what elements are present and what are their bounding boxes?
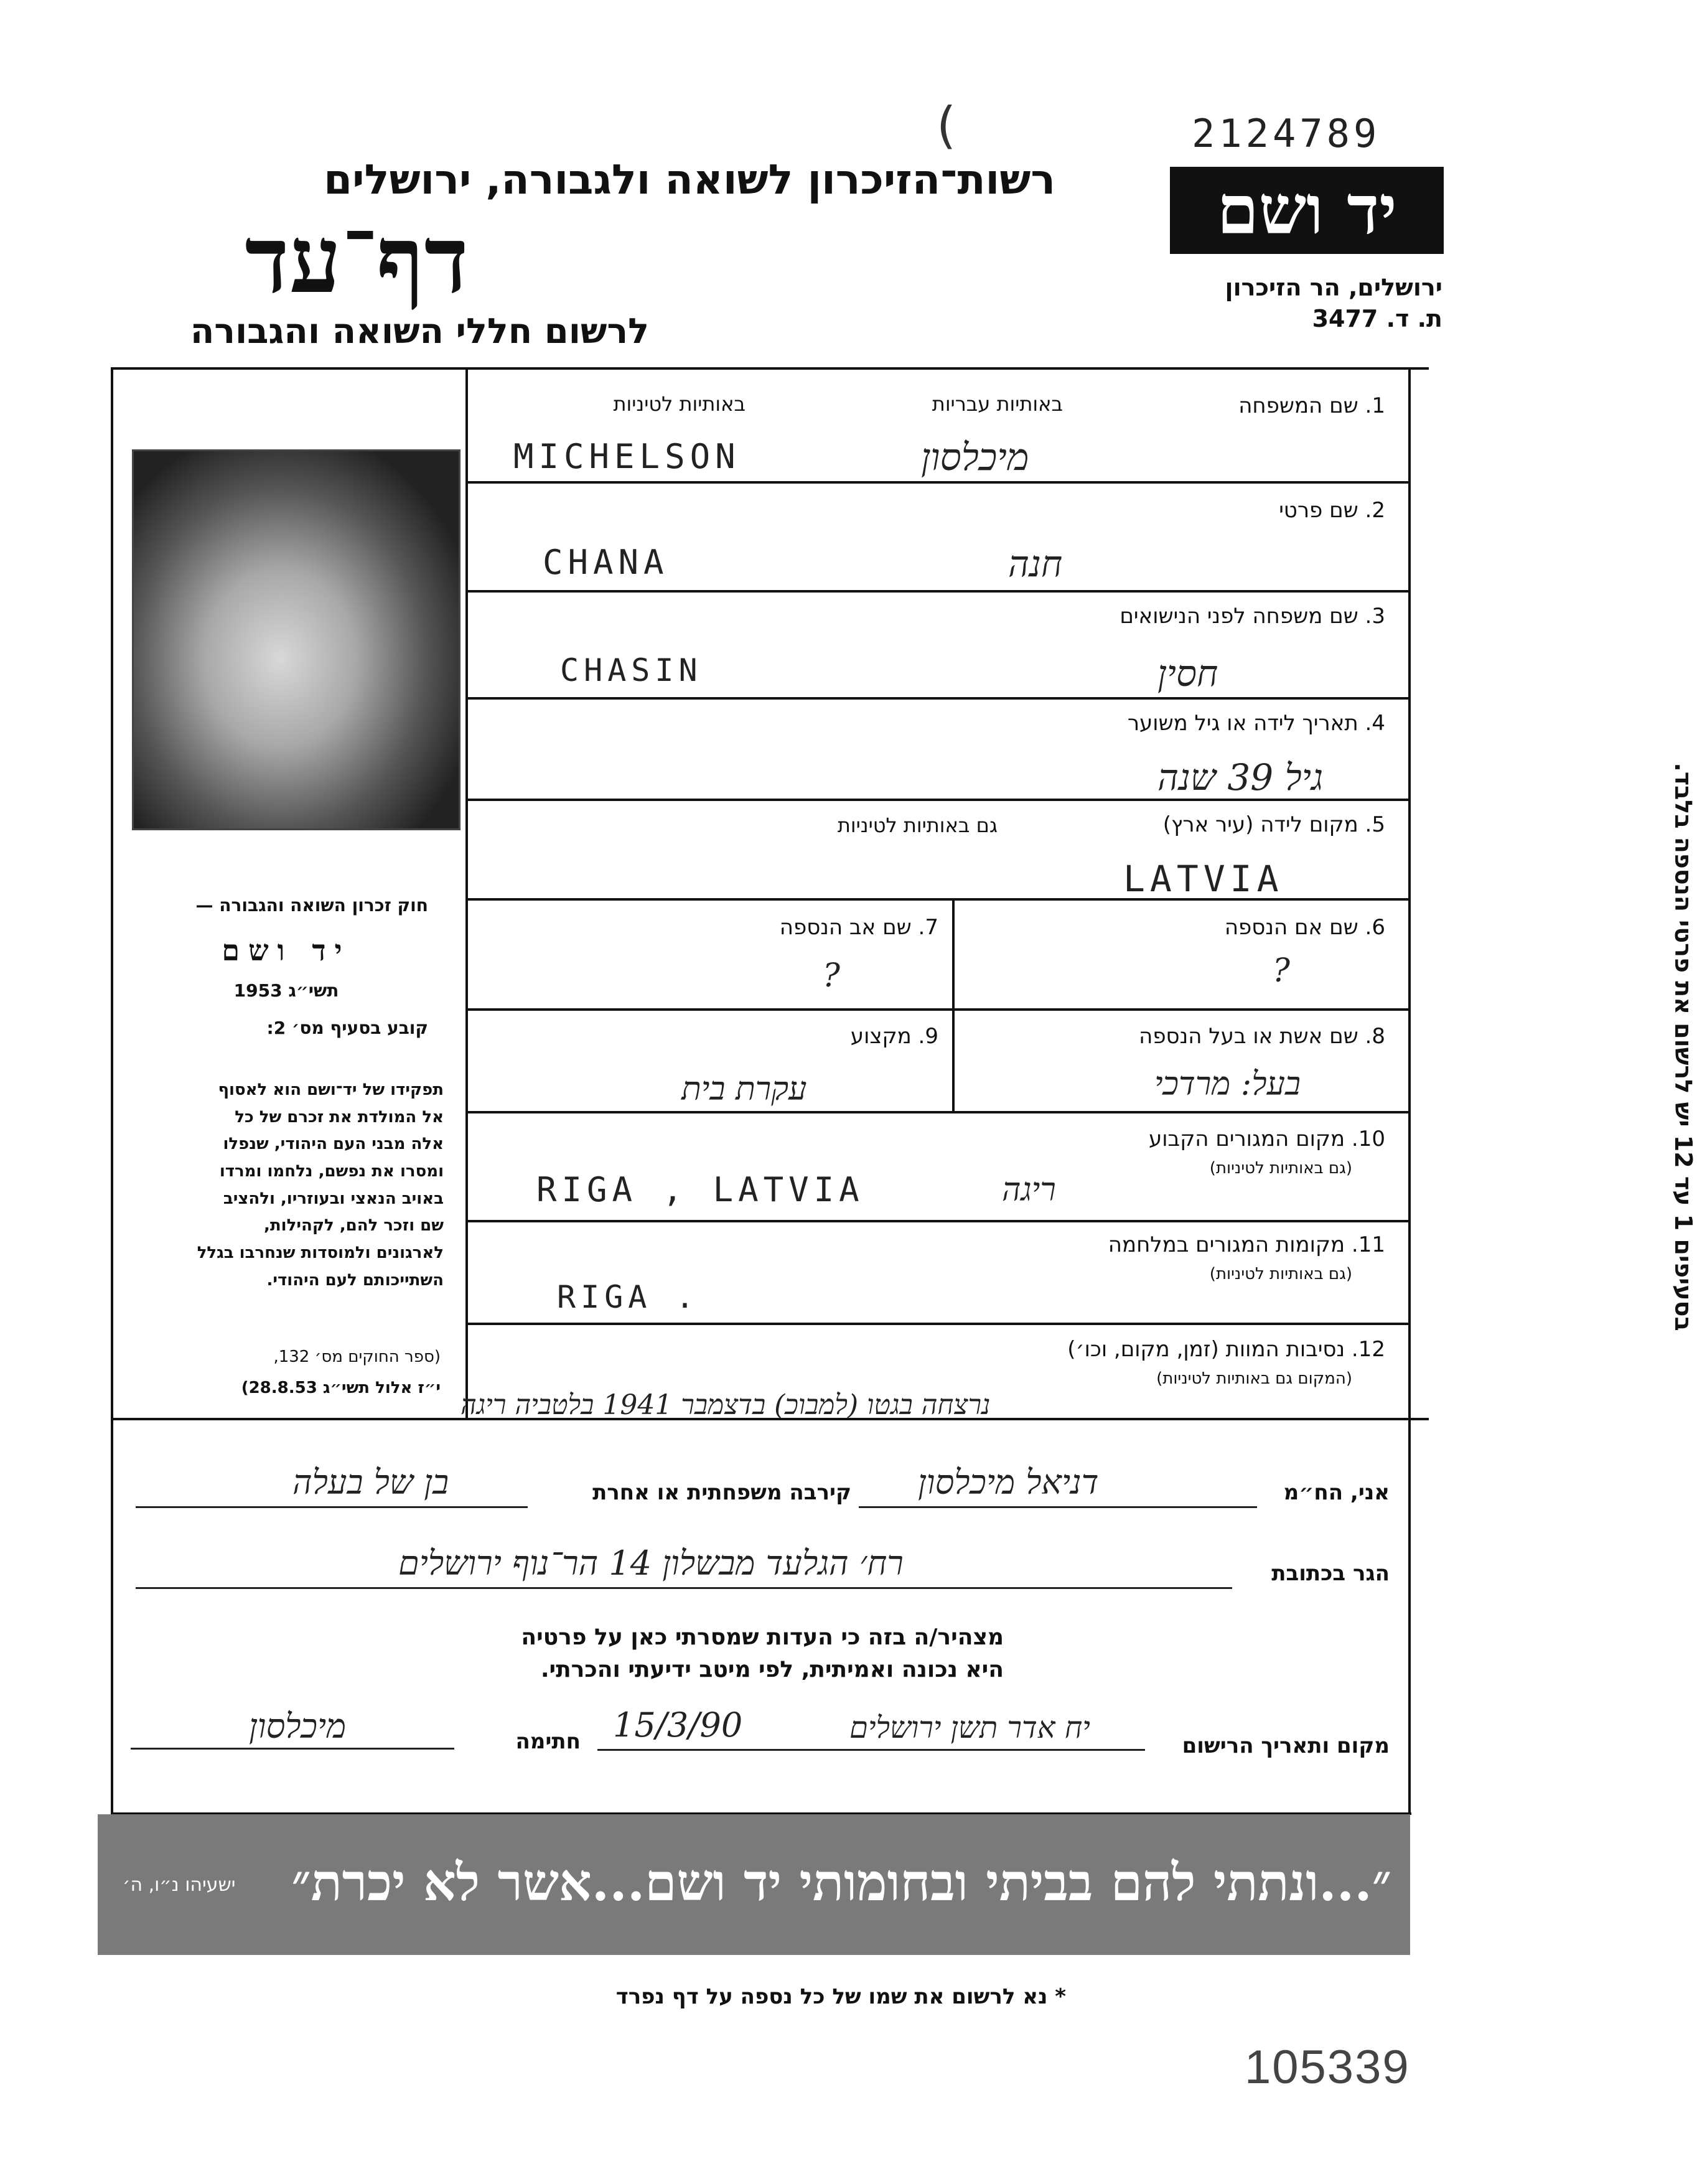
- field-12-value: נרצחה בגטו (למבוכ) בדצמבר 1941 בלטביה ריגה: [460, 1389, 991, 1421]
- row-divider: [465, 1323, 1409, 1325]
- row-divider: [465, 697, 1409, 700]
- form-left-panel-border: [465, 367, 468, 1419]
- field-2-latin-value: CHANA: [543, 543, 669, 582]
- row-divider: [465, 481, 1409, 484]
- latin-column-header: באותיות לטיניות: [613, 392, 746, 416]
- law-line: תפקידו של יד־ושם הוא לאסוף: [218, 1080, 444, 1099]
- law-line: שם וזכר להם, לקהילות,: [264, 1216, 444, 1235]
- address-label: הגר בכתובת: [1271, 1561, 1390, 1586]
- field-7-label: 7. שם אב הנספה: [779, 915, 938, 940]
- place-date-label: מקום ותאריך הרישום: [1182, 1733, 1390, 1758]
- row-divider: [465, 1111, 1409, 1113]
- field-12-label: 12. נסיבות המוות (זמן, מקום, וכו׳): [1067, 1337, 1385, 1362]
- field-8-value: בעל: מרדכי: [1154, 1066, 1301, 1103]
- quote-banner: [98, 1814, 1410, 1955]
- field-4-value: גיל 39 שנה: [1157, 756, 1324, 799]
- law-body: [129, 1077, 444, 1294]
- law-line: ומסרו את נפשם, נלחמו ומרדו: [219, 1162, 444, 1181]
- field-10-latin-value: RIGA , LATVIA: [536, 1170, 864, 1209]
- footnote: * נא לרשום את שמו של כל נספה על דף נפרד: [615, 1984, 1066, 2009]
- law-line: אלה מבני העם היהודי, שנפלו: [223, 1135, 444, 1154]
- field-2-hebrew-value: חנה: [1008, 543, 1063, 585]
- form-right-border: [1408, 367, 1411, 1814]
- banner-quote: ״...ונתתי להם בביתי ובחומותי יד ושם...אשר לא יכרת״: [291, 1853, 1391, 1913]
- logo-text: יד ושם: [1217, 171, 1397, 250]
- row-split-divider: [952, 898, 955, 1111]
- field-3-latin-value: CHASIN: [560, 652, 703, 688]
- law-heading: חוק זכרון השואה והגבורה —: [195, 895, 428, 916]
- authority-name: רשות־הזיכרון לשואה ולגבורה, ירושלים: [324, 156, 1055, 204]
- field-4-label: 4. תאריך לידה או גיל משוער: [1127, 711, 1385, 736]
- law-line: לארגונים ולמוסדות שנחרבו בגלל: [197, 1244, 444, 1263]
- law-line: השתייכותם לעם היהודי.: [266, 1270, 444, 1290]
- field-11-latin-value: RIGA .: [557, 1279, 699, 1315]
- hebrew-column-header: באותיות עבריות: [932, 392, 1063, 416]
- law-year: תשי״ג 1953: [233, 980, 339, 1001]
- field-6-value: ?: [1273, 952, 1290, 990]
- declarant-name: דניאל מיכלסון: [918, 1463, 1099, 1502]
- form-top-border: [111, 367, 1429, 370]
- signature-underline: [131, 1748, 454, 1750]
- field-11-label: 11. מקומות המגורים במלחמה: [1108, 1232, 1385, 1257]
- relation-value: בן של בעלה: [292, 1463, 449, 1502]
- law-book: (ספר החוקים מס׳ 132,: [273, 1347, 441, 1366]
- signature-label: חתימה: [515, 1729, 581, 1754]
- statement-line-1: מצהיר/ה בזה כי העדות שמסרתי כאן על פרטיה: [521, 1624, 1004, 1650]
- relation-label: קירבה משפחתית או אחרת: [592, 1480, 851, 1505]
- place-date-underline: [597, 1749, 1145, 1751]
- law-clause: קובע בסעיף מס׳ 2:: [266, 1018, 428, 1038]
- law-name: יד ושם: [222, 934, 351, 967]
- pencil-mark: (: [937, 96, 956, 154]
- row-divider: [465, 1008, 1409, 1011]
- field-3-label: 3. שם משפחה לפני הנישואים: [1120, 604, 1385, 629]
- field-5-value: LATVIA: [1123, 858, 1284, 900]
- logo-address: ירושלים, הר הזיכרון: [1225, 274, 1442, 301]
- law-line: באויב הנאצי ובעוזריו, ולהציב: [223, 1189, 444, 1208]
- field-7-value: ?: [823, 957, 840, 995]
- row-divider: [465, 799, 1409, 801]
- form-left-border: [111, 367, 113, 1814]
- address-value: רח׳ הגלעד מבשלון 14 הר־נוף ירושלים: [398, 1544, 904, 1583]
- yad-vashem-logo: [1170, 167, 1444, 254]
- field-10-label: 10. מקום המגורים הקבוע: [1148, 1127, 1385, 1151]
- field-1-label: 1. שם המשפחה: [1238, 393, 1385, 418]
- declarant-label: אני, הח״מ: [1283, 1480, 1390, 1505]
- place-value: יח אדר תשן ירושלים: [849, 1710, 1090, 1745]
- relation-underline: [136, 1506, 528, 1508]
- declarant-underline: [859, 1506, 1257, 1508]
- side-note: בסעיפים 1 עד 12 יש לרשום את פרטי הנספה בלבד.: [1670, 762, 1697, 1331]
- date-value: 15/3/90: [613, 1705, 743, 1745]
- row-divider: [465, 1220, 1409, 1222]
- field-8-label: 8. שם אשת או בעל הנספה: [1139, 1024, 1385, 1049]
- row-divider: [465, 590, 1409, 593]
- field-12-sublabel: (המקום גם באותיות לטיניות): [1156, 1369, 1352, 1388]
- field-1-hebrew-value: מיכלסון: [921, 436, 1029, 479]
- field-9-value: עקרת בית: [681, 1071, 807, 1108]
- bottom-number: 105339: [1245, 2041, 1410, 2094]
- field-1-latin-value: MICHELSON: [513, 437, 741, 476]
- field-9-label: 9. מקצוע: [850, 1024, 938, 1049]
- logo-po-box: ת. ד. 3477: [1312, 305, 1442, 332]
- form-subtitle: לרשום חללי השואה והגבורה: [190, 311, 649, 352]
- field-5-label: 5. מקום לידה (עיר ארץ): [1162, 812, 1385, 837]
- field-11-sublabel: (גם באותיות לטיניות): [1209, 1265, 1352, 1283]
- field-10-sublabel: (גם באותיות לטיניות): [1209, 1159, 1352, 1178]
- form-title: דף־עד: [245, 205, 469, 314]
- field-3-hebrew-value: חסין: [1157, 652, 1218, 695]
- registration-number: 2124789: [1192, 111, 1381, 156]
- field-10-hebrew-value: ריגה: [1002, 1171, 1056, 1209]
- field-6-label: 6. שם אם הנספה: [1224, 915, 1385, 940]
- victim-photo: [132, 449, 460, 830]
- signature-value: מיכלסון: [249, 1707, 347, 1746]
- law-line: אל המולדת את זכרם של כל: [235, 1107, 444, 1127]
- field-2-label: 2. שם פרטי: [1279, 498, 1385, 523]
- law-date: י״ז אלול תשי״ג 28.8.53): [241, 1379, 441, 1397]
- address-underline: [136, 1587, 1232, 1589]
- field-5-sublabel: גם באותיות לטיניות: [837, 813, 998, 837]
- banner-source: ישעיהו נ״ו, ה׳: [123, 1874, 236, 1896]
- statement-line-2: היא נכונה ואמיתית, לפי מיטב ידיעתי והכרתי.: [540, 1657, 1004, 1682]
